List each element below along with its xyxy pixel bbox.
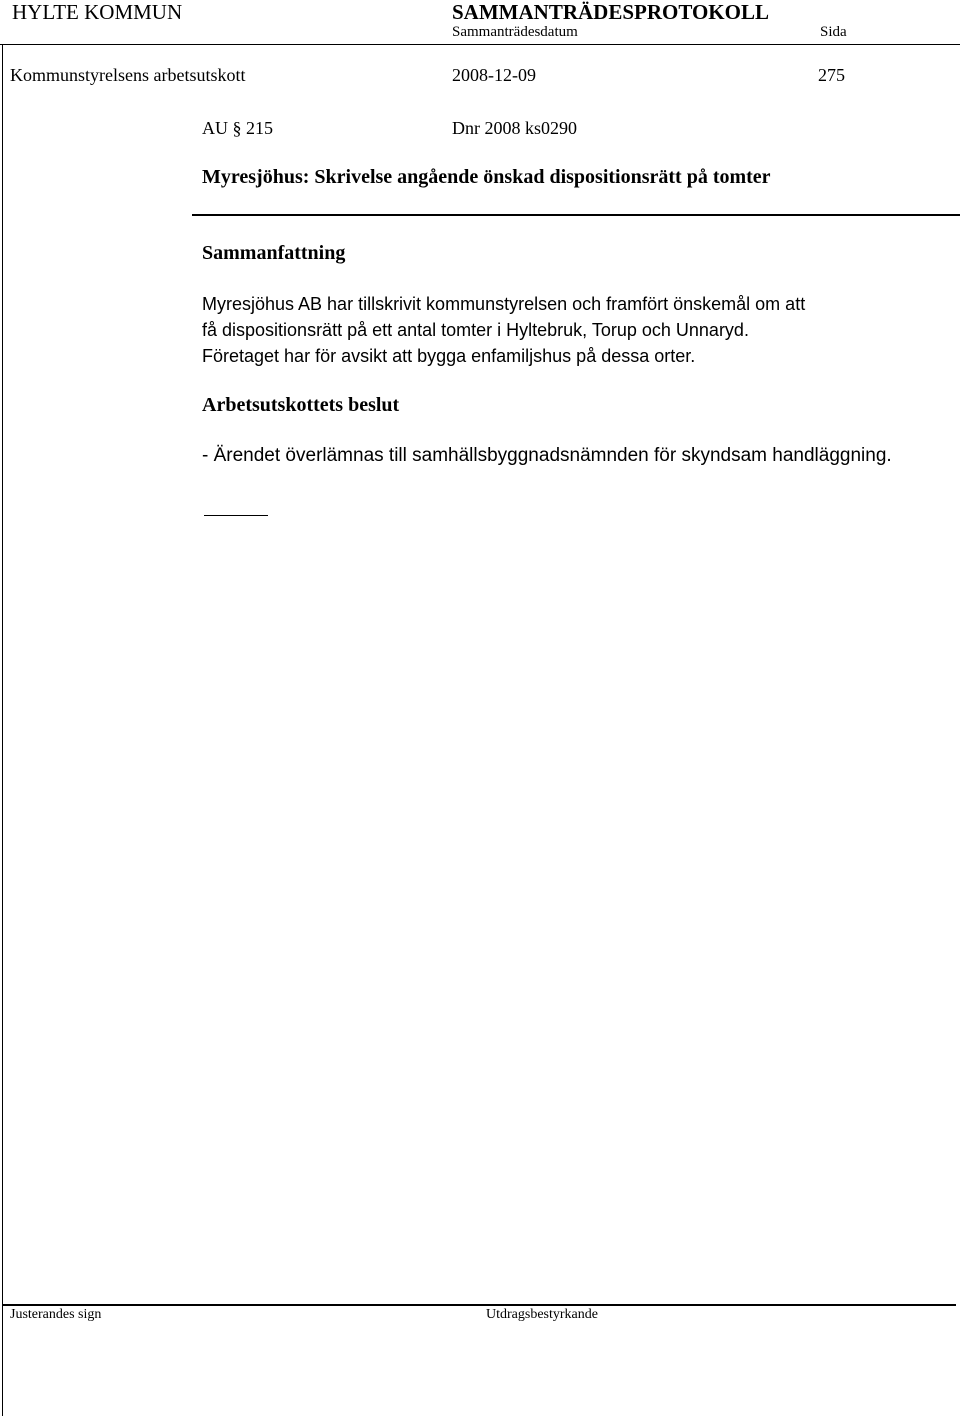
title-rule	[192, 214, 960, 216]
summary-line: Företaget har för avsikt att bygga enfamiljshus på dessa orter.	[202, 346, 696, 366]
footer-signature-label: Justerandes sign	[10, 1307, 102, 1322]
summary-line: få dispositionsrätt på ett antal tomter i Hyltebruk, Torup och Unnaryd.	[202, 320, 749, 340]
document-type-title: SAMMANTRÄDESPROTOKOLL	[452, 0, 769, 24]
committee-name: Kommunstyrelsens arbetsutskott	[10, 65, 246, 85]
decision-heading: Arbetsutskottets beslut	[202, 394, 400, 416]
decision-item: - Ärendet överlämnas till samhällsbyggnadsnämnden för skyndsam handläggning.	[202, 445, 892, 466]
summary-heading: Sammanfattning	[202, 242, 346, 264]
page-number: 275	[818, 65, 845, 85]
case-title: Myresjöhus: Skrivelse angående önskad dispositionsrätt på tomter	[202, 166, 771, 188]
left-vertical-rule	[2, 44, 3, 1416]
summary-line: Myresjöhus AB har tillskrivit kommunstyrelsen och framfört önskemål om att	[202, 294, 806, 314]
paragraph-reference: AU § 215	[202, 118, 273, 138]
header-top-rule	[0, 44, 960, 45]
footer-rule	[2, 1304, 956, 1306]
case-number: Dnr 2008 ks0290	[452, 118, 577, 138]
meeting-date-label: Sammanträdesdatum	[452, 24, 578, 40]
footer-certification-label: Utdragsbestyrkande	[486, 1307, 598, 1322]
meeting-date: 2008-12-09	[452, 65, 536, 85]
municipality-name: HYLTE KOMMUN	[12, 0, 183, 24]
page-label: Sida	[820, 24, 847, 40]
end-of-item-rule	[204, 515, 268, 516]
summary-paragraph	[202, 291, 932, 369]
